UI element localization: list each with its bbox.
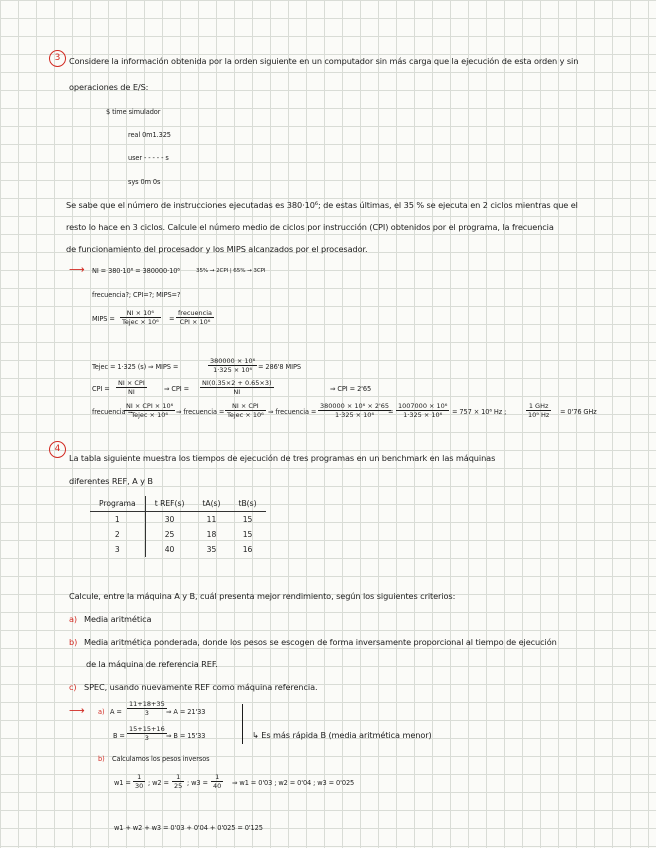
problem-4-intro-line-1: La tabla siguiente muestra los tiempos de ejecución de tres programas en un benchmark en las máquinas xyxy=(69,453,496,463)
table-cell: 15 xyxy=(242,530,253,539)
weights-sum: w1 + w2 + w3 = 0'03 + 0'04 + 0'025 = 0'125 xyxy=(114,824,263,832)
weight-2-lhs: ; w2 = xyxy=(148,779,169,787)
cpi-fraction-1: NI × CPI NI xyxy=(118,379,145,396)
cpi-label: CPI = xyxy=(92,385,110,393)
weight-1-fraction: $\frac{1}{30}$ xyxy=(135,773,144,790)
weights-result: ⇒ w1 = 0'03 ; w2 = 0'04 ; w3 = 0'025 xyxy=(232,779,355,787)
solution-b-fraction: $\frac{15+15+16}{3}$ xyxy=(129,725,165,742)
option-b-label: b) xyxy=(69,637,78,647)
table-cell: 18 xyxy=(206,530,217,539)
problem-3-para-line-2: resto lo hace en 3 ciclos. Calcule el número medio de ciclos por instrucción (CPI) obtenidos por el programa, la frecuencia xyxy=(66,222,554,232)
solution-b-result: ⇒ B = 15'33 xyxy=(166,732,206,740)
problem-3-para-line-1: Se sabe que el número de instrucciones ejecutadas es 380·10⁶; de estas últimas, el 35 % se ejecuta en 2 ciclos mientras que el xyxy=(66,200,578,210)
solution-b-label: b) xyxy=(98,755,105,763)
command-line: $ time simulador xyxy=(106,108,161,116)
output-user: user - - - - - s xyxy=(128,154,169,162)
cpi-fraction-2: $\frac{NI(0.35\times 2 + 0.65\times 3)}{NI}$ xyxy=(202,379,272,396)
table-cell: 11 xyxy=(206,515,217,524)
arrow-icon: ⟶ xyxy=(69,263,85,276)
freq-fraction-1: NI × CPI × 10⁶ Tejec × 10⁶ xyxy=(126,402,174,419)
freq-result: = 757 × 10⁶ Hz ; xyxy=(452,408,507,416)
problem-3-intro-line-2: operaciones de E/S: xyxy=(69,82,149,92)
table-cell: 15 xyxy=(242,515,253,524)
cpi-result: ⇒ CPI = 2'65 xyxy=(330,385,372,393)
tejec-result: = 286'8 MIPS xyxy=(258,363,301,371)
problem-4-intro-line-2: diferentes REF, A y B xyxy=(69,476,153,486)
table-row xyxy=(90,527,266,542)
freq-result-ghz: = 0'76 GHz xyxy=(560,408,597,416)
freq-mid-2: ⇒ frecuencia = xyxy=(268,408,317,416)
problem-3-para-line-3: de funcionamiento del procesador y los MIPS alcanzados por el procesador. xyxy=(66,244,368,254)
freq-fraction-5: 1 GHz 10⁹ Hz xyxy=(528,402,550,419)
solution-a-fraction: $\frac{11+18+35}{3}$ xyxy=(129,700,165,717)
option-a-text: Media aritmética xyxy=(84,614,152,624)
solution-b-lhs: B = xyxy=(113,732,125,740)
table-header-row xyxy=(90,496,266,512)
solution-unknowns: frecuencia?; CPI=?; MIPS=? xyxy=(92,291,181,299)
option-b-line-2: de la máquina de referencia REF. xyxy=(86,659,218,669)
solution-a-lhs: A = xyxy=(110,708,122,716)
table-cell: 30 xyxy=(164,515,175,524)
weight-3-lhs: ; w3 = xyxy=(187,779,208,787)
weight-2-fraction: $\frac{1}{25}$ xyxy=(174,773,183,790)
arrow-icon: ⟶ xyxy=(69,704,85,717)
solution-a-label: a) xyxy=(98,708,105,716)
solution-ni: NI = 380·10⁶ = 380000·10⁶ xyxy=(92,267,180,275)
solution-ni-split: 35% → 2CPI | 65% → 3CPI xyxy=(196,268,266,274)
table-row xyxy=(90,512,266,528)
tejec-line: Tejec = 1·325 (s) ⇒ MIPS = xyxy=(92,363,179,371)
freq-fraction-2: NI × CPI Tejec × 10⁶ xyxy=(227,402,264,419)
table-row xyxy=(90,542,266,557)
table-cell: 1 xyxy=(90,512,145,528)
freq-equals: = xyxy=(388,408,394,416)
freq-fraction-3: $\frac{\text{380000 × 10⁶ × 2'65}}{\text{1·325 × 10⁶}}$ xyxy=(320,402,390,419)
column-header: Programa xyxy=(90,496,145,512)
weight-1-lhs: w1 = xyxy=(114,779,131,787)
solution-a-result: ⇒ A = 21'33 xyxy=(166,708,206,716)
option-c-text: SPEC, usando nuevamente REF como máquina referencia. xyxy=(84,682,318,692)
table-cell: 3 xyxy=(90,542,145,557)
problem-3-number: 3 xyxy=(49,50,66,67)
output-real: real 0m1.325 xyxy=(128,131,171,139)
problem-4-number: 4 xyxy=(49,441,66,458)
column-header: t REF(s) xyxy=(145,496,193,512)
table-cell: 35 xyxy=(206,545,217,554)
output-sys: sys 0m 0s xyxy=(128,178,161,186)
column-header: tB(s) xyxy=(229,496,265,512)
solution-ab-conclusion: ↳ Es más rápida B (media aritmética menor) xyxy=(252,730,432,740)
column-header: tA(s) xyxy=(193,496,229,512)
mips-fraction-2: frecuencia CPI × 10⁶ xyxy=(178,309,212,326)
benchmark-table xyxy=(90,496,266,557)
problem-4-question: Calcule, entre la máquina A y B, cuál presenta mejor rendimiento, según los siguientes criterios: xyxy=(69,591,456,601)
brace xyxy=(238,704,243,744)
freq-mid: ⇒ frecuencia = xyxy=(176,408,225,416)
option-a-label: a) xyxy=(69,614,78,624)
weight-3-fraction: $\frac{1}{40}$ xyxy=(213,773,222,790)
tejec-fraction: $\frac{\text{380000 × 10⁶}}{\text{1·325 × 10⁶}}$ xyxy=(210,357,256,374)
table-cell: 25 xyxy=(164,530,175,539)
table-cell: 2 xyxy=(90,527,145,542)
option-b-line-1: Media aritmética ponderada, donde los pesos se escogen de forma inversamente proporcional al tiempo de ejecución xyxy=(84,637,557,647)
table-cell: 16 xyxy=(242,545,253,554)
mips-label: MIPS = xyxy=(92,315,115,323)
freq-fraction-4: $\frac{\text{1007000 × 10⁶}}{\text{1·325 × 10⁶}}$ xyxy=(398,402,448,419)
table-cell: 40 xyxy=(164,545,175,554)
problem-3-intro-line-1: Considere la información obtenida por la orden siguiente en un computador sin más carga que la ejecución de esta orden y sin xyxy=(69,56,579,66)
freq-label: frecuencia = xyxy=(92,408,133,416)
option-c-label: c) xyxy=(69,682,77,692)
mips-equals: = xyxy=(169,315,175,323)
solution-b-text: Calculamos los pesos inversos xyxy=(112,755,210,763)
cpi-mid: ⇒ CPI = xyxy=(164,385,190,393)
mips-fraction-1: NI × 10⁶ Tejec × 10⁶ xyxy=(122,309,159,326)
